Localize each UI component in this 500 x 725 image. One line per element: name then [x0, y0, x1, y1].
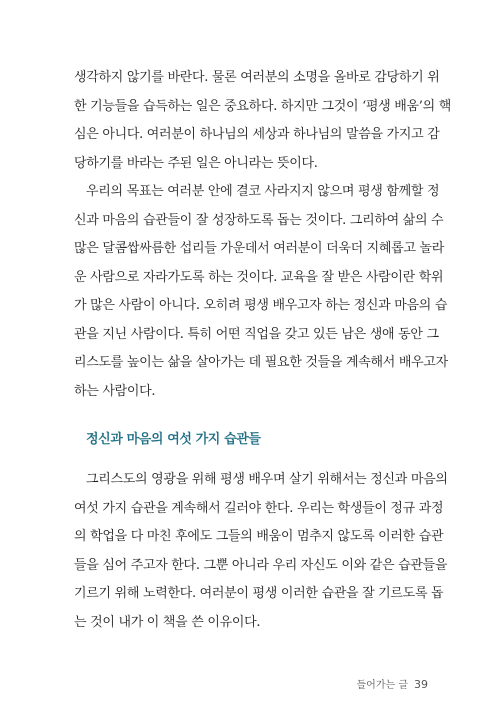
text-line: 우리의 목표는 여러분 안에 결코 사라지지 않으며 평생 함께할 정: [86, 184, 440, 199]
text-line: 생각하지 않기를 바란다. 물론 여러분의 소명을 올바로 감당하기 위: [74, 70, 440, 85]
text-line: 많은 달콤쌉싸름한 섭리들 가운데서 여러분이 더욱더 지혜롭고 놀라: [74, 241, 445, 256]
page-number: 39: [414, 678, 428, 691]
text-line: 여섯 가지 습관을 계속해서 길러야 한다. 우리는 학생들이 정규 과정: [74, 500, 444, 516]
paragraph-continued: [74, 64, 451, 178]
text-line: 기르기 위해 노력한다. 여러분이 평생 이러한 습관을 잘 기르도록 돕: [74, 586, 444, 601]
footer-section-title: 들어가는 글: [356, 680, 408, 691]
text-line: 관을 지닌 사람이다. 특히 어떤 직업을 갖고 있든 남은 생애 동안 그: [74, 326, 439, 342]
page-footer: [357, 676, 428, 691]
text-line: 그리스도의 영광을 위해 평생 배우며 살기 위해서는 정신과 마음의: [86, 472, 448, 487]
section-heading: 정신과 마음의 여섯 가지 습관들: [86, 432, 261, 447]
paragraph-goal: [74, 178, 448, 406]
text-line: 심은 아니다. 여러분이 하나님의 세상과 하나님의 말씀을 가지고 감: [74, 127, 440, 142]
text-line: 당하기를 바라는 주된 일은 아니라는 뜻이다.: [74, 155, 318, 171]
text-line: 운 사람으로 자라가도록 하는 것이다. 교육을 잘 받은 사람이란 학위: [74, 269, 444, 285]
text-line: 들을 심어 주고자 한다. 그뿐 아니라 우리 자신도 이와 같은 습관들을: [74, 557, 448, 573]
text-line: 가 많은 사람이 아니다. 오히려 평생 배우고자 하는 정신과 마음의 습: [74, 298, 448, 313]
text-line: 는 것이 내가 이 책을 쓴 이유이다.: [74, 614, 261, 630]
text-line: 신과 마음의 습관들이 잘 성장하도록 돕는 것이다. 그리하여 삶의 수: [74, 212, 444, 228]
text-line: 리스도를 높이는 삶을 살아가는 데 필요한 것들을 계속해서 배우고자: [74, 355, 448, 370]
paragraph-habits: [74, 466, 448, 637]
text-line: 한 기능들을 습득하는 일은 중요하다. 하지만 그것이 ‘평생 배움’의 핵: [74, 98, 451, 114]
text-line: 의 학업을 다 마친 후에도 그들의 배움이 멈추지 않도록 이러한 습관: [74, 529, 444, 544]
text-line: 하는 사람이다.: [74, 383, 156, 399]
